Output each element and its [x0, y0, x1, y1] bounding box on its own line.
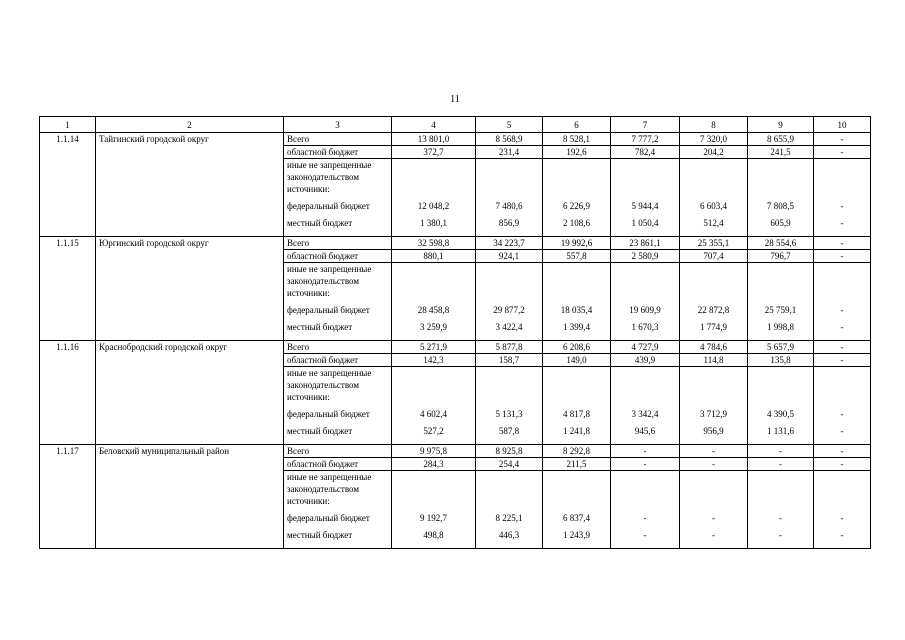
- value-cell: 924,1: [476, 250, 543, 263]
- value-cell: -: [680, 458, 748, 471]
- sources-label-line: законодательством: [287, 484, 360, 494]
- header-cell: 5: [476, 117, 543, 133]
- spacer: [614, 263, 676, 304]
- row-label: Всего: [284, 445, 392, 458]
- spacer: [614, 159, 676, 200]
- value-cell-pair: [543, 159, 611, 237]
- value-cell-pair: [476, 367, 543, 445]
- value-cell: 4 602,4: [420, 409, 447, 419]
- header-row: [40, 117, 871, 133]
- spacer: [683, 471, 744, 512]
- spacer: [751, 367, 810, 408]
- header-cell: 4: [392, 117, 476, 133]
- value-cell: -: [748, 458, 814, 471]
- value-cell: -: [680, 445, 748, 458]
- value-cell-pair: [611, 159, 680, 237]
- spacer: [817, 471, 867, 512]
- value-cell: 231,4: [476, 146, 543, 159]
- value-cell: 12 048,2: [417, 201, 450, 211]
- section-code: 1.1.15: [40, 237, 96, 341]
- value-cell: 5 944,4: [631, 201, 659, 211]
- sources-label-line: законодательством: [287, 276, 360, 286]
- value-cell: -: [814, 341, 871, 354]
- value-cell-pair: [392, 471, 476, 549]
- spacer: [546, 263, 607, 304]
- value-cell: 1 670,3: [631, 322, 659, 332]
- header-cell: 8: [680, 117, 748, 133]
- value-cell: 211,5: [543, 458, 611, 471]
- value-cell: 5 131,3: [495, 409, 523, 419]
- section-total-row: [40, 237, 871, 250]
- value-cell: 254,4: [476, 458, 543, 471]
- row-label: местный бюджет: [287, 322, 353, 332]
- value-cell: -: [814, 146, 871, 159]
- spacer: [395, 367, 472, 408]
- sources-label-line: иные не запрещенные: [287, 264, 372, 274]
- value-cell-pair: [476, 471, 543, 549]
- section-name: Беловский муниципальный район: [96, 445, 284, 549]
- value-cell-pair: [611, 263, 680, 341]
- section-total-row: [40, 445, 871, 458]
- page-number: 11: [450, 94, 460, 105]
- value-cell: 880,1: [392, 250, 476, 263]
- value-cell: 796,7: [748, 250, 814, 263]
- value-cell: 22 872,8: [697, 305, 730, 315]
- spacer: [683, 367, 744, 408]
- value-cell: 8 528,1: [543, 133, 611, 146]
- row-label: Всего: [284, 341, 392, 354]
- value-cell: 1 380,1: [420, 218, 447, 228]
- spacer: [395, 159, 472, 200]
- value-cell-pair: [392, 367, 476, 445]
- sources-label-line: иные не запрещенные: [287, 368, 372, 378]
- section-code: 1.1.16: [40, 341, 96, 445]
- value-cell: -: [840, 322, 844, 332]
- value-cell: -: [712, 513, 715, 523]
- value-cell: -: [840, 218, 844, 228]
- value-cell-pair: [814, 159, 871, 237]
- value-cell: -: [814, 250, 871, 263]
- section-code: 1.1.17: [40, 445, 96, 549]
- value-cell: 7 480,6: [495, 201, 523, 211]
- value-cell: -: [779, 513, 782, 523]
- value-cell: -: [611, 445, 680, 458]
- sources-label-line: источники:: [287, 496, 330, 506]
- spacer: [479, 471, 539, 512]
- value-cell-pair: [748, 367, 814, 445]
- value-cell-pair: [392, 159, 476, 237]
- value-cell: 1 243,9: [563, 530, 590, 540]
- row-label: местный бюджет: [287, 426, 353, 436]
- value-cell: 2 108,6: [563, 218, 590, 228]
- value-cell-pair: [814, 263, 871, 341]
- sources-label-cell: [284, 159, 392, 237]
- value-cell: -: [814, 445, 871, 458]
- value-cell: 135,8: [748, 354, 814, 367]
- value-cell: 1 998,8: [767, 322, 794, 332]
- value-cell: 439,9: [611, 354, 680, 367]
- value-cell: 498,8: [423, 530, 444, 540]
- row-label: федеральный бюджет: [287, 201, 370, 211]
- value-cell: -: [814, 237, 871, 250]
- value-cell: 241,5: [748, 146, 814, 159]
- sources-label-cell: [284, 263, 392, 341]
- value-cell: 4 390,5: [767, 409, 794, 419]
- value-cell: 6 603,4: [700, 201, 727, 211]
- value-cell-pair: [476, 159, 543, 237]
- sources-label: [287, 367, 388, 437]
- value-cell-pair: [543, 367, 611, 445]
- value-cell: -: [712, 530, 715, 540]
- sources-label: [287, 159, 388, 229]
- value-cell: 114,8: [680, 354, 748, 367]
- row-label: местный бюджет: [287, 218, 353, 228]
- value-cell: 142,3: [392, 354, 476, 367]
- value-cell: 6 226,9: [563, 201, 590, 211]
- value-cell-pair: [814, 367, 871, 445]
- value-cell: -: [814, 133, 871, 146]
- value-cell: -: [840, 409, 844, 419]
- value-cell: 3 342,4: [631, 409, 659, 419]
- value-cell: 1 241,8: [563, 426, 590, 436]
- value-cell-pair: [814, 471, 871, 549]
- value-cell-pair: [611, 367, 680, 445]
- row-label: Всего: [284, 237, 392, 250]
- row-label: местный бюджет: [287, 530, 353, 540]
- header-cell: 9: [748, 117, 814, 133]
- value-cell-pair: [543, 263, 611, 341]
- spacer: [614, 471, 676, 512]
- value-cell: 5 657,9: [748, 341, 814, 354]
- value-cell: 9 192,7: [420, 513, 447, 523]
- value-cell: -: [643, 530, 647, 540]
- value-cell: 512,4: [703, 218, 724, 228]
- sources-label-cell: [284, 471, 392, 549]
- value-cell-pair: [611, 471, 680, 549]
- value-cell: 4 727,9: [611, 341, 680, 354]
- sources-label-line: иные не запрещенные: [287, 160, 372, 170]
- sources-label: [287, 263, 388, 333]
- value-cell: 3 712,9: [700, 409, 727, 419]
- value-cell-pair: [748, 471, 814, 549]
- value-cell: 1 774,9: [700, 322, 727, 332]
- sources-label-line: источники:: [287, 184, 330, 194]
- value-cell: -: [748, 445, 814, 458]
- section-total-row: [40, 133, 871, 146]
- spacer: [751, 159, 810, 200]
- value-cell: 29 877,2: [493, 305, 525, 315]
- value-cell: 707,4: [680, 250, 748, 263]
- sources-label-line: законодательством: [287, 380, 360, 390]
- value-cell: -: [814, 458, 871, 471]
- value-cell: 8 655,9: [748, 133, 814, 146]
- value-cell: 8 225,1: [495, 513, 523, 523]
- value-cell-pair: [748, 159, 814, 237]
- value-cell: -: [814, 354, 871, 367]
- header-cell: 7: [611, 117, 680, 133]
- value-cell: 158,7: [476, 354, 543, 367]
- spacer: [751, 263, 810, 304]
- value-cell: 3 259,9: [420, 322, 447, 332]
- header-cell: 3: [284, 117, 392, 133]
- value-cell-pair: [543, 471, 611, 549]
- value-cell: 192,6: [543, 146, 611, 159]
- value-cell: 149,0: [543, 354, 611, 367]
- header-cell: 1: [40, 117, 96, 133]
- value-cell: -: [611, 458, 680, 471]
- spacer: [479, 159, 539, 200]
- row-label: областной бюджет: [284, 458, 392, 471]
- value-cell: 956,9: [703, 426, 724, 436]
- value-cell: 7 808,5: [767, 201, 794, 211]
- value-cell: 1 399,4: [563, 322, 590, 332]
- value-cell: 23 861,1: [611, 237, 680, 250]
- spacer: [751, 471, 810, 512]
- spacer: [546, 471, 607, 512]
- value-cell: 13 801,0: [392, 133, 476, 146]
- spacer: [817, 367, 867, 408]
- section-name: Юргинский городской округ: [96, 237, 284, 341]
- value-cell: 19 992,6: [543, 237, 611, 250]
- header-cell: 6: [543, 117, 611, 133]
- value-cell: 856,9: [498, 218, 520, 228]
- spacer: [395, 471, 472, 512]
- value-cell: 3 422,4: [495, 322, 523, 332]
- spacer: [479, 263, 539, 304]
- row-label: областной бюджет: [284, 354, 392, 367]
- section-total-row: [40, 341, 871, 354]
- spacer: [395, 263, 472, 304]
- spacer: [479, 367, 539, 408]
- value-cell: 2 580,9: [611, 250, 680, 263]
- value-cell: 557,8: [543, 250, 611, 263]
- section-name: Краснобродский городской округ: [96, 341, 284, 445]
- value-cell: -: [840, 530, 844, 540]
- spacer: [683, 263, 744, 304]
- sources-label-line: иные не запрещенные: [287, 472, 372, 482]
- value-cell: 28 458,8: [417, 305, 450, 315]
- spacer: [546, 159, 607, 200]
- value-cell-pair: [680, 263, 748, 341]
- sources-label-line: источники:: [287, 392, 330, 402]
- value-cell: 1 050,4: [631, 218, 659, 228]
- value-cell-pair: [680, 367, 748, 445]
- value-cell: -: [840, 201, 844, 211]
- sources-label: [287, 471, 388, 541]
- value-cell: -: [840, 513, 844, 523]
- section-code: 1.1.14: [40, 133, 96, 237]
- header-cell: 2: [96, 117, 284, 133]
- value-cell-pair: [392, 263, 476, 341]
- value-cell: -: [779, 530, 782, 540]
- spacer: [683, 159, 744, 200]
- value-cell-pair: [748, 263, 814, 341]
- row-label: федеральный бюджет: [287, 409, 370, 419]
- value-cell: 4 784,6: [680, 341, 748, 354]
- value-cell: 8 292,8: [543, 445, 611, 458]
- row-label: областной бюджет: [284, 250, 392, 263]
- value-cell: 204,2: [680, 146, 748, 159]
- value-cell: 1 131,6: [767, 426, 794, 436]
- spacer: [614, 367, 676, 408]
- spacer: [817, 159, 867, 200]
- value-cell: 6 837,4: [563, 513, 590, 523]
- value-cell: 25 355,1: [680, 237, 748, 250]
- spacer: [817, 263, 867, 304]
- value-cell: 446,3: [498, 530, 520, 540]
- budget-table: [39, 116, 871, 549]
- value-cell: 25 759,1: [764, 305, 797, 315]
- sources-label-line: источники:: [287, 288, 330, 298]
- value-cell: -: [840, 426, 844, 436]
- value-cell: 9 975,8: [392, 445, 476, 458]
- value-cell: 8 568,9: [476, 133, 543, 146]
- value-cell: 945,6: [634, 426, 656, 436]
- value-cell: 18 035,4: [560, 305, 593, 315]
- value-cell: 605,9: [770, 218, 791, 228]
- value-cell: 7 320,0: [680, 133, 748, 146]
- row-label: Всего: [284, 133, 392, 146]
- row-label: федеральный бюджет: [287, 513, 370, 523]
- value-cell: 372,7: [392, 146, 476, 159]
- value-cell: 782,4: [611, 146, 680, 159]
- value-cell: 284,3: [392, 458, 476, 471]
- value-cell: 587,8: [498, 426, 520, 436]
- header-cell: 10: [814, 117, 871, 133]
- value-cell: 32 598,8: [392, 237, 476, 250]
- spacer: [546, 367, 607, 408]
- sources-label-line: законодательством: [287, 172, 360, 182]
- row-label: федеральный бюджет: [287, 305, 370, 315]
- value-cell: 5 877,8: [476, 341, 543, 354]
- value-cell: 34 223,7: [476, 237, 543, 250]
- value-cell-pair: [680, 471, 748, 549]
- value-cell: -: [840, 305, 844, 315]
- value-cell: 5 271,9: [392, 341, 476, 354]
- value-cell: 28 554,6: [748, 237, 814, 250]
- section-name: Тайгинский городской округ: [96, 133, 284, 237]
- value-cell-pair: [680, 159, 748, 237]
- value-cell: 4 817,8: [563, 409, 590, 419]
- value-cell: -: [643, 513, 647, 523]
- value-cell: 6 208,6: [543, 341, 611, 354]
- value-cell: 19 609,9: [629, 305, 661, 315]
- value-cell-pair: [476, 263, 543, 341]
- value-cell: 7 777,2: [611, 133, 680, 146]
- row-label: областной бюджет: [284, 146, 392, 159]
- value-cell: 527,2: [423, 426, 444, 436]
- value-cell: 8 925,8: [476, 445, 543, 458]
- sources-label-cell: [284, 367, 392, 445]
